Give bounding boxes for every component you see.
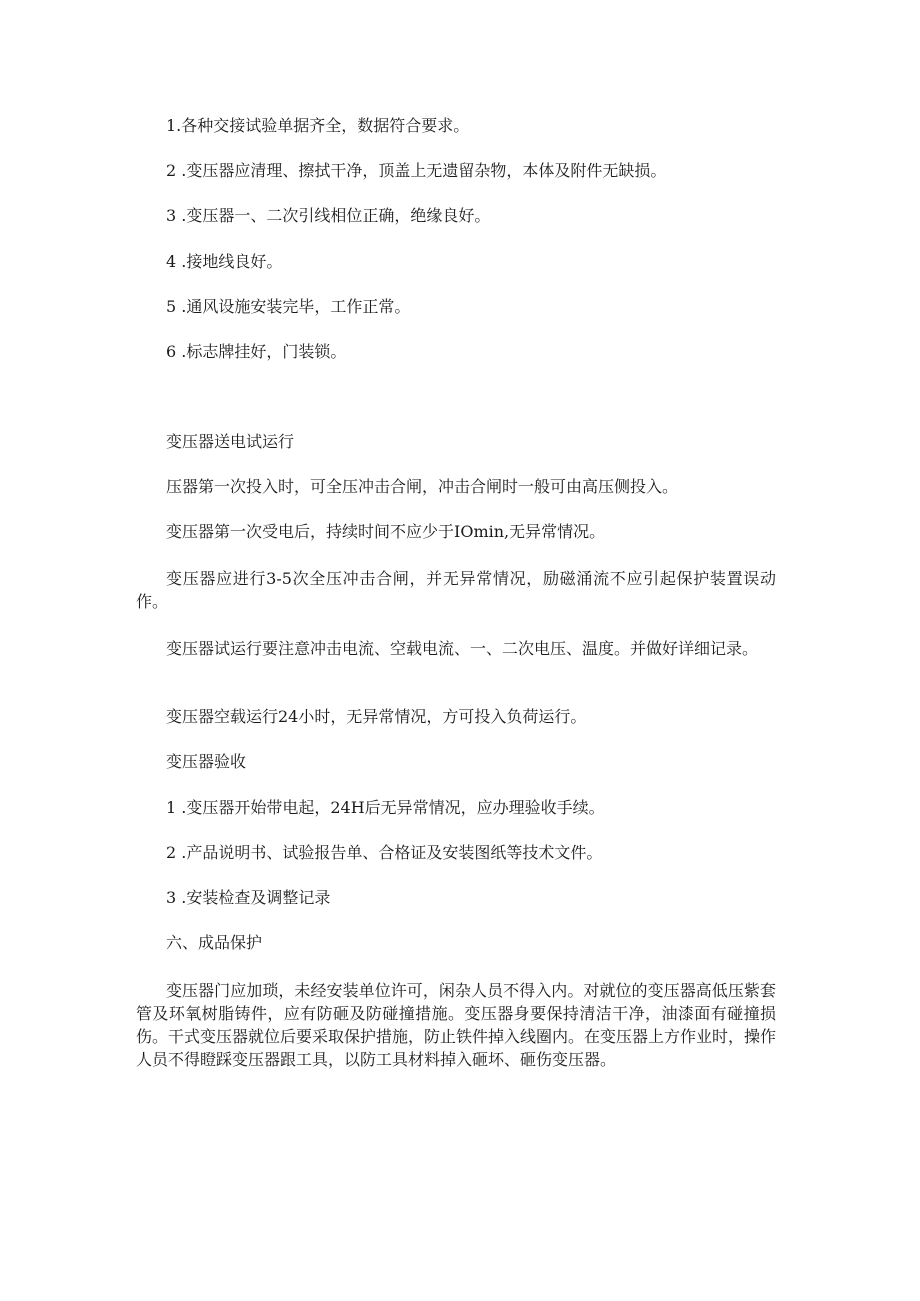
protection-paragraph: 变压器门应加琐，未经安装单位许可，闲杂人员不得入内。对就位的变压器高低压紫套管及环氧树脂铸件，应有防砸及防碰撞措施。变压器身要保持清洁干净，油漆面有碰撞损伤。干式变压器就位后要采取保护措施，防止铁件掉入线圈内。在变压器上方作业时，操作人员不得瞪踩变压器跟工具，以防工具材料掉入砸坏、砸伤变压器。 (136, 981, 777, 1069)
trial-run-line-2: 变压器第一次受电后，持续时间不应少于IOmin,无异常情况。 (166, 522, 606, 541)
trial-run-paragraph-1: 变压器应进行3-5次全压冲击合闸，并无异常情况，励磁涌流不应引起保护装置误动作。 (136, 569, 776, 611)
trial-run-heading: 变压器送电试运行 (166, 432, 295, 451)
acceptance-heading: 变压器验收 (166, 752, 247, 771)
trial-run-paragraph-2: 变压器试运行要注意冲击电流、空载电流、一、二次电压、温度。并做好详细记录。 (166, 639, 759, 658)
checklist-item-5: 5 .通风设施安装完毕，工作正常。 (166, 297, 411, 316)
acceptance-item-1: 1 .变压器开始带电起，24H后无异常情况，应办理验收手续。 (166, 798, 605, 817)
acceptance-item-3: 3 .安装检查及调整记录 (166, 888, 331, 907)
checklist-item-1: 1.各种交接试验单据齐全，数据符合要求。 (166, 116, 470, 135)
checklist-item-2: 2 .变压器应清理、擦拭干净，顶盖上无遗留杂物，本体及附件无缺损。 (166, 161, 667, 180)
acceptance-item-2: 2 .产品说明书、试验报告单、合格证及安装图纸等技术文件。 (166, 843, 603, 862)
trial-run-line-1: 压器第一次投入时，可全压冲击合闸，冲击合闸时一般可由高压侧投入。 (166, 477, 679, 496)
trial-run-last-line: 变压器空载运行24小时，无异常情况，方可投入负荷运行。 (166, 707, 587, 726)
checklist-item-4: 4 .接地线良好。 (166, 252, 283, 271)
checklist-item-6: 6 .标志牌挂好，门装锁。 (166, 342, 347, 361)
checklist-item-3: 3 .变压器一、二次引线相位正确，绝缘良好。 (166, 206, 491, 225)
protection-heading: 六、成品保护 (166, 933, 263, 952)
